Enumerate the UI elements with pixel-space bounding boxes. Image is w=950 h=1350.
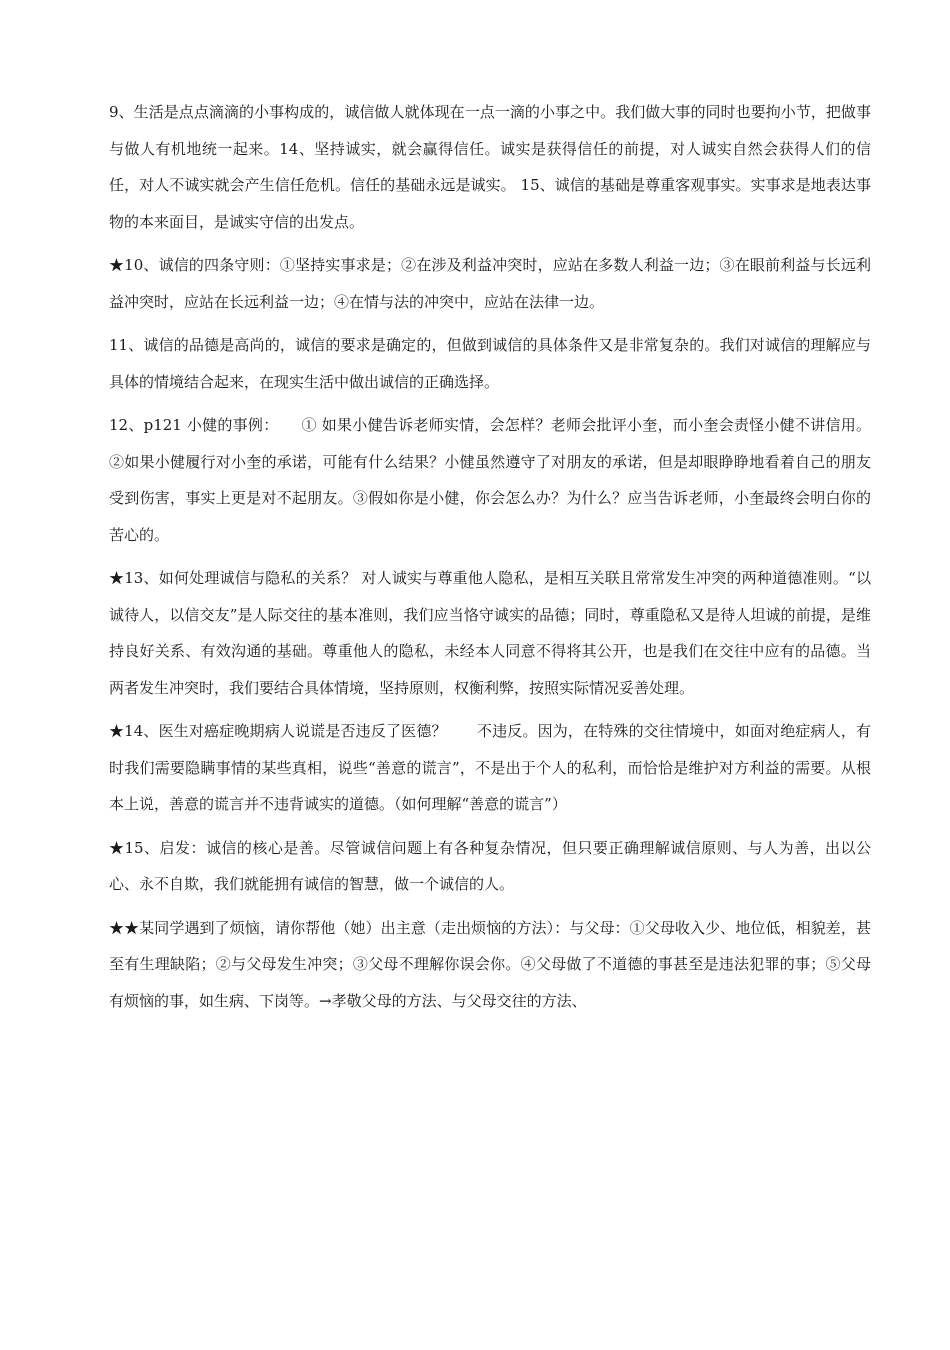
- paragraph-integrity-privacy: ★13、如何处理诚信与隐私的关系？ 对人诚实与尊重他人隐私，是相互关联且常常发生冲突的两种道德准则。“以诚待人，以信交友”是人际交往的基本准则，我们应当恪守诚实的品德；同时，尊重隐私又是待人坦诚的前提，是维持良好关系、有效沟通的基础。尊重他人的隐私，未经本人同意不得将其公开，也是我们在交往中应有的品德。当两者发生冲突时，我们要结合具体情境，坚持原则，权衡利弊，按照实际情况妥善处理。: [109, 569, 871, 697]
- paragraph-inspiration: ★15、启发：诚信的核心是善。尽管诚信问题上有各种复杂情况，但只要正确理解诚信原则、与人为善，出以公心、永不自欺，我们就能拥有诚信的智慧，做一个诚信的人。: [109, 838, 871, 893]
- paragraph-white-lie: ★14、医生对癌症晚期病人说谎是否违反了医德？ 不违反。因为，在特殊的交往情境中，如面对绝症病人，有时我们需要隐瞒事情的某些真相，说些“善意的谎言”，不是出于个人的私利，而恰恰是维护对方利益的需要。从根本上说，善意的谎言并不违背诚实的道德。（如何理解“善意的谎言”）: [109, 722, 871, 813]
- paragraph-xiaojian-example: 12、p121 小健的事例： ① 如果小健告诉老师实情，会怎样？老师会批评小奎，而小奎会责怪小健不讲信用。②如果小健履行对小奎的承诺，可能有什么结果？小健虽然遵守了对朋友的承诺，但是却眼睁睁地看着自己的朋友受到伤害，事实上更是对不起朋友。③假如你是小健，你会怎么办？为什么？应当告诉老师，小奎最终会明白你的苦心的。: [109, 416, 871, 544]
- paragraph-four-rules: ★10、诚信的四条守则：①坚持实事求是；②在涉及利益冲突时，应站在多数人利益一边；③在眼前利益与长远利益冲突时，应站在长远利益一边；④在情与法的冲突中，应站在法律一边。: [109, 256, 871, 311]
- paragraph-integrity-small-things: 9、生活是点点滴滴的小事构成的，诚信做人就体现在一点一滴的小事之中。我们做大事的同时也要拘小节，把做事与做人有机地统一起来。14、坚持诚实，就会赢得信任。诚实是获得信任的前提，对人诚实自然会获得人们的信任，对人不诚实就会产生信任危机。信任的基础永远是诚实。 15、诚信的基础是尊重客观事实。实事求是地表达事物的本来面目，是诚实守信的出发点。: [109, 103, 871, 231]
- paragraph-integrity-choice: 11、诚信的品德是高尚的，诚信的要求是确定的，但做到诚信的具体条件又是非常复杂的。我们对诚信的理解应与具体的情境结合起来，在现实生活中做出诚信的正确选择。: [109, 336, 871, 391]
- paragraph-parents-advice: ★★某同学遇到了烦恼，请你帮他（她）出主意（走出烦恼的方法）：与父母：①父母收入少、地位低，相貌差，甚至有生理缺陷；②与父母发生冲突；③父母不理解你误会你。④父母做了不道德的事甚至是违法犯罪的事；⑤父母有烦恼的事，如生病、下岗等。→孝敬父母的方法、与父母交往的方法、: [109, 918, 871, 1010]
- document-page: [109, 94, 871, 1026]
